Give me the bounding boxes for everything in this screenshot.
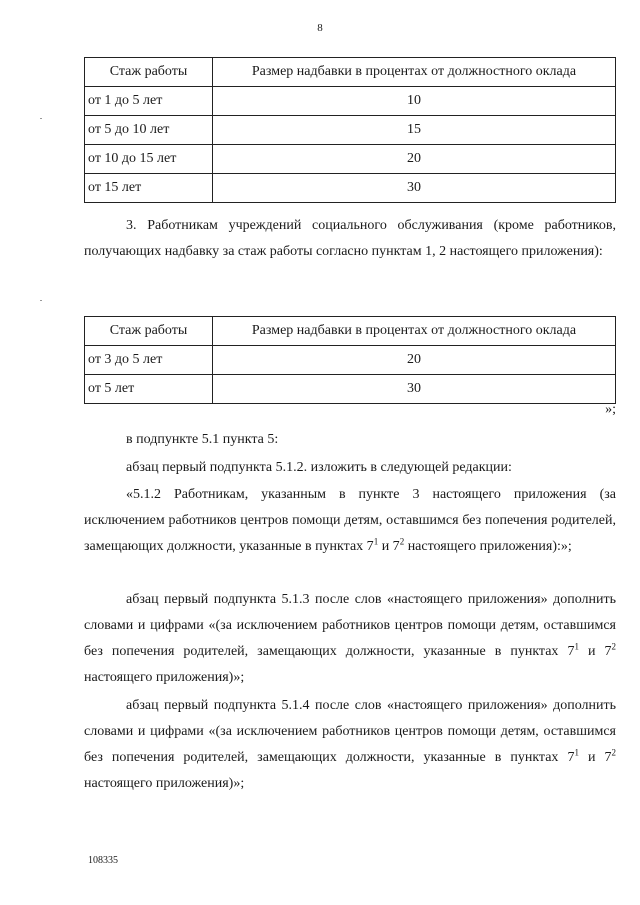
superscript: 1 xyxy=(574,641,579,652)
paragraph-5-1-2 xyxy=(84,482,616,560)
closing-quote: »; xyxy=(605,402,616,417)
column-header-bonus: Размер надбавки в процентах от должностного оклада xyxy=(213,317,616,346)
paragraph-text: и 7 xyxy=(378,539,400,554)
superscript: 2 xyxy=(611,641,617,652)
paragraph-text: и 7 xyxy=(578,644,612,659)
bonus-cell: 30 xyxy=(213,375,616,404)
seniority-table-1 xyxy=(84,57,616,203)
table-header-row xyxy=(85,58,616,87)
table-header-row xyxy=(85,317,616,346)
paragraph-text: настоящего приложения)»; xyxy=(84,776,245,791)
paragraph-text: и 7 xyxy=(578,750,612,765)
column-header-bonus: Размер надбавки в процентах от должностного оклада xyxy=(213,58,616,87)
paragraph-text: «5.1.2 Работникам, указанным в пункте 3 настоящего приложения (за исключением работников центров помощи детям, оставшимся без попечения родителей, замещающих должности, указанные в пунктах 7 xyxy=(84,487,616,554)
column-header-experience: Стаж работы xyxy=(85,58,213,87)
bonus-cell: 20 xyxy=(213,145,616,174)
paragraph-5-1-3 xyxy=(84,587,616,691)
bonus-cell: 10 xyxy=(213,87,616,116)
bonus-cell: 15 xyxy=(213,116,616,145)
experience-cell: от 10 до 15 лет xyxy=(85,145,213,174)
table-row xyxy=(85,145,616,174)
experience-cell: от 5 лет xyxy=(85,375,213,404)
seniority-table-2 xyxy=(84,316,616,404)
subpoint-line: в подпункте 5.1 пункта 5: xyxy=(126,432,279,447)
paragraph-text: абзац первый подпункта 5.1.3 после слов «настоящего приложения» дополнить словами и цифрами «(за исключением работников центров помощи детям, оставшимся без попечения родителей, замещающих должности, указанные в пунктах 7 xyxy=(84,592,616,659)
table-row xyxy=(85,375,616,404)
experience-cell: от 15 лет xyxy=(85,174,213,203)
document-code: 108335 xyxy=(88,855,118,866)
bonus-cell: 30 xyxy=(213,174,616,203)
superscript: 1 xyxy=(373,536,379,547)
abzac-line: абзац первый подпункта 5.1.2. изложить в следующей редакции: xyxy=(126,460,512,475)
table-row xyxy=(85,116,616,145)
superscript: 2 xyxy=(611,747,617,758)
paragraph-text: настоящего приложения)»; xyxy=(84,670,245,685)
experience-cell: от 5 до 10 лет xyxy=(85,116,213,145)
experience-cell: от 1 до 5 лет xyxy=(85,87,213,116)
bonus-cell: 20 xyxy=(213,346,616,375)
table-row xyxy=(85,174,616,203)
column-header-experience: Стаж работы xyxy=(85,317,213,346)
paragraph-item-3: 3. Работникам учреждений социального обслуживания (кроме работников, получающих надбавку за стаж работы согласно пунктам 1, 2 настоящего приложения): xyxy=(84,218,616,259)
table-row xyxy=(85,346,616,375)
paragraph-5-1-4 xyxy=(84,693,616,797)
superscript: 2 xyxy=(399,536,405,547)
superscript: 1 xyxy=(574,747,579,758)
paragraph-text: настоящего приложения):»; xyxy=(404,539,572,554)
scan-mark xyxy=(40,300,42,301)
paragraph-text: абзац первый подпункта 5.1.4 после слов «настоящего приложения» дополнить словами и цифрами «(за исключением работников центров помощи детям, оставшимся без попечения родителей, замещающих должности, указанные в пунктах 7 xyxy=(84,698,616,765)
experience-cell: от 3 до 5 лет xyxy=(85,346,213,375)
page-number: 8 xyxy=(317,22,323,34)
scan-mark xyxy=(40,118,42,119)
table-row xyxy=(85,87,616,116)
